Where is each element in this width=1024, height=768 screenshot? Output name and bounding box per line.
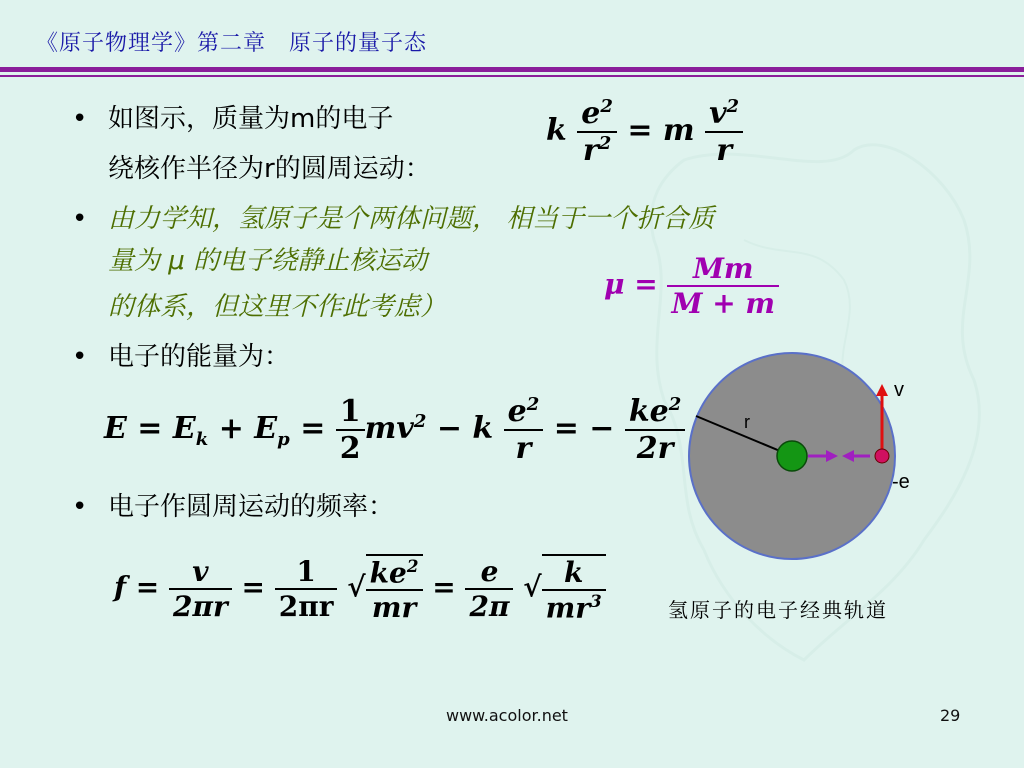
bullet-2-line-1: 由力学知，氢原子是个两体问题， 相当于一个折合质: [108, 204, 715, 234]
formula-force: k $\frac{e^2}{r^2}$ = m $\frac{v^2}{r}$: [546, 96, 743, 168]
bullet-1-line-2: 绕核作半径为r的圆周运动：: [108, 154, 431, 184]
bullet-4-text: 电子作圆周运动的频率：: [108, 492, 395, 522]
velocity-label: v: [894, 379, 904, 401]
radius-label: r: [744, 412, 750, 432]
diagram-caption: 氢原子的电子经典轨道: [668, 598, 888, 622]
nucleus: [777, 441, 807, 471]
bullet-dot: •: [72, 492, 88, 522]
orbit-diagram: [680, 350, 940, 590]
electron-label: -e: [892, 471, 910, 493]
velocity-arrowhead: [876, 384, 888, 396]
bullet-dot: •: [72, 104, 88, 134]
formula-energy: $E = E_k + E_p$ = $\frac{1}{2}$ $mv^2 - k$ $\frac{e^2}{r}$ = − $\frac{ke^2}{2r}$: [104, 394, 685, 466]
bullet-3-text: 电子的能量为：: [108, 342, 291, 372]
slide-title: 《原子物理学》第二章 原子的量子态: [36, 31, 428, 56]
bullet-1-cont: [108, 152, 431, 186]
bullet-3: [72, 340, 291, 374]
bullet-dot: •: [72, 342, 88, 372]
formula-reduced-mass: μ = $\frac{Mm}{M + m}$: [604, 252, 779, 320]
electron: [875, 449, 889, 463]
bullet-2-line-2: 量为 μ 的电子绕静止核运动: [108, 246, 428, 276]
title-rule-thin: [0, 75, 1024, 77]
title-rule-thick: [0, 67, 1024, 72]
bullet-dot: •: [72, 204, 88, 234]
page-number: 29: [940, 706, 961, 725]
bullet-2: [72, 202, 715, 236]
bullet-4: [72, 490, 395, 524]
bullet-2-cont-2: [108, 290, 446, 324]
bullet-2-cont-1: [108, 244, 427, 278]
bullet-2-line-3: 的体系，但这里不作此考虑）: [108, 292, 447, 322]
bullet-1-line-1: 如图示，质量为m的电子: [108, 104, 394, 134]
footer-url: www.acolor.net: [446, 706, 568, 725]
bullet-1: [72, 102, 394, 136]
formula-frequency: f = $\frac{v}{2\pi r}$ = $\frac{1}{2\pi r}$ √ $\frac{ke^2}{mr}$ = $\frac{e}{2\pi}$ √ $\frac{k}{mr^3}$: [114, 554, 606, 624]
